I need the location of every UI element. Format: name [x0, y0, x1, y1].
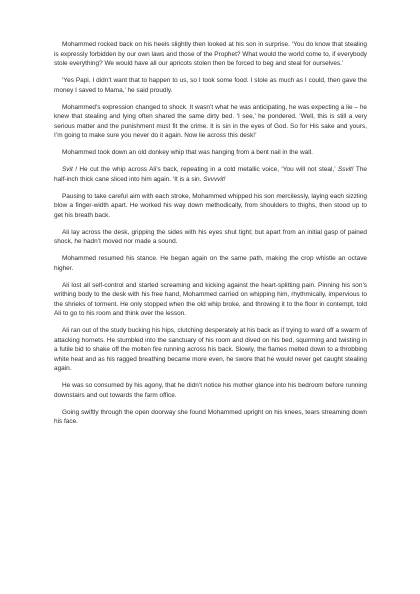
onomatopoeia: Svit ! [62, 166, 77, 173]
paragraph [54, 40, 367, 69]
paragraph [54, 192, 367, 221]
paragraph-text: Ali lay across the desk, gripping the sides with his eyes shut tight; but apart from an initial gasp of pained shock, he hadn’t moved nor made a sound. [54, 228, 367, 245]
paragraph-text: Going swiftly through the open doorway she found Mohammed upright on his knees, tears streaming down his face. [54, 408, 367, 425]
paragraph-text: Pausing to take careful aim with each stroke, Mohammed whipped his son mercilessly, laying each sizzling blow a finger-width apart. He worked his way down methodically, from shoulders to thighs, then stood up to get his breath back. [54, 192, 367, 219]
paragraph [54, 148, 367, 158]
paragraph-text: ‘Yes Papi. I didn’t want that to happen to us, so I took some food. I stole as much as I could, then gave the money I saved to Mama,’ he said proudly. [54, 77, 367, 94]
paragraph-text: Ali ran out of the study bucking his hips, clutching desperately at his back as if trying to ward off a swarm of attacking hornets. He stumbled into the sanctuary of his room and dived on his bed, squirming and twisting in a futile bid to shake off the molten fire running across his back. Slowly, the flames melted down to a throbbing white heat and as his ragged breathing became more even, he swore that he would never get caught stealing again. [54, 327, 367, 372]
paragraph-text: The half-inch thick cane sliced into him again. ‘It is a sin. [54, 166, 368, 183]
paragraph [54, 228, 367, 247]
paragraph-text: Ali lost all self-control and started screaming and kicking against the heart-splitting pain. Pinning his son’s writhing body to the desk with his free hand, Mohammed carried on whipping him, rhythmically, impervious to the shrieks of torment. He only stopped when the old whip broke, and throwing it to the floor in contempt, told Ali to go to his room and think over the lesson. [54, 281, 367, 317]
paragraph [54, 103, 367, 141]
paragraph-text: Mohammed resumed his stance. He began again on the same path, making the crop whistle an octave higher. [54, 255, 367, 272]
paragraph-text: Mohammed’s expression changed to shock. It wasn’t what he was anticipating, he was expecting a lie – he knew that stealing and lying often shared the same dirty bed. ‘I see,’ he pondered. ‘Well, this is still a very serious matter and the punishment must fit the crime. It is sin in the eyes of God. So for His sake and yours, I’m going to make sure you never do it again. Now lie across this desk!’ [54, 103, 367, 139]
paragraph [54, 76, 367, 95]
paragraph [54, 281, 367, 319]
paragraph-text: Mohammed took down an old donkey whip that was hanging from a bent nail in the wall. [62, 149, 313, 156]
paragraph-text: He cut the whip across Ali’s back, repeating in a cold metallic voice, ‘You will not steal,’ [76, 166, 338, 173]
paragraph [54, 408, 367, 427]
paragraph-text: Mohammed rocked back on his heels slightly then looked at his son in surprise. ‘You do know that stealing is expressly forbidden by our own laws and those of the Prophet? What would the world come to, if everybody stole everything? We would have all our apricots stolen then be forced to beg and steal for ourselves.’ [54, 41, 367, 67]
paragraph [54, 254, 367, 273]
onomatopoeia: Svvvvit! [203, 175, 226, 183]
paragraph [54, 165, 367, 184]
onomatopoeia: Ssvit! [337, 166, 354, 173]
paragraph-text: He was so consumed by his agony, that he didn’t notice his mother glance into his bedroom before running downstairs and out towards the farm office. [54, 382, 367, 399]
paragraph [54, 326, 367, 374]
paragraph [54, 381, 367, 400]
